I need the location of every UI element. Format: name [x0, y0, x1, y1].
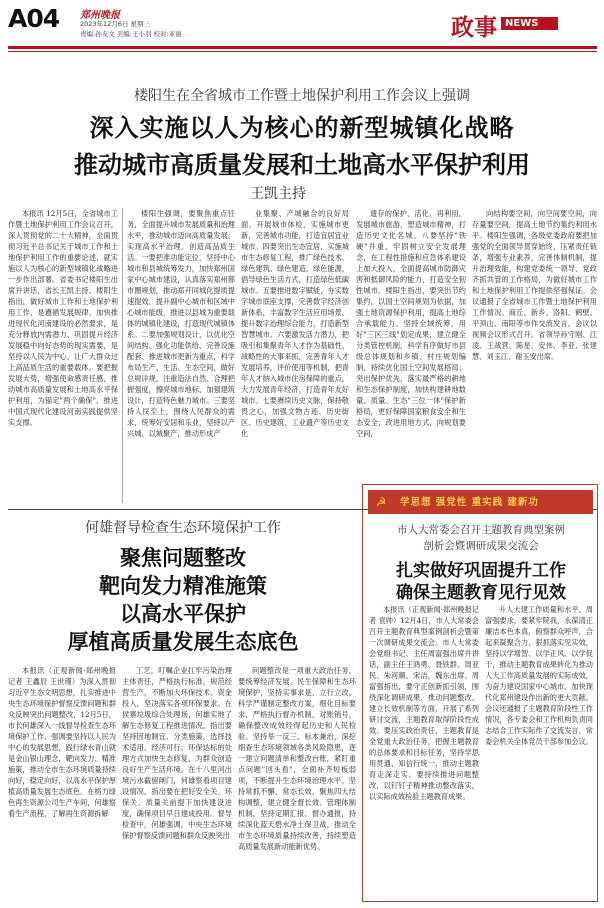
story3-headline-2: 确保主题教育见行见效: [396, 583, 566, 603]
story1-headline-2: 推动城市高质量发展和土地高水平保护利用: [74, 151, 530, 179]
story1-col-5: 向结构要空间，向空间要空间，向存量要空间，提高土地节约集约利用水平。楼阳生强调，各级党委政府要把加强党的全面领导贯穿始终，压紧责任链条，增强专业素养，完善体制机制，提升治理效能，构建党委统一领导、党政齐抓共管的工作格局，为做好城市工作和土地保护利用工作提供坚强保证。会议通报了全省城市工作暨土地保护利用工作情况。商丘、新乡、洛阳、鹤壁、平顶山、南阳等市作交流发言。会议以视频会议形式召开。省领导孙守刚、江凌、王战营、陈星、安伟、李亚、张建慧、刘玉江、谢玉安出席。: [472, 209, 597, 361]
section-title: 政事: [451, 15, 497, 41]
story2-headline-2: 靶向发力精准施策: [99, 574, 267, 598]
story1-col-2: 楼阳生强调，要聚焦重点任务，全面提升城市发展质量和治理水平，推动城市迈向高质量发展、实现高水平治理、创造高品质生活。一要把准功能定位，坚持中心城市和县城统筹发力，加快郑州国家中心城市建设，认真落实郑州都市圈规划，推动郑开同城化提质提速提效，提升副中心城市和区域中心城市能级，推进以县城为重要载体的城镇化建设，打造现代城镇体系。二要加强规划设计，以优化空间结构、强化功能供给、完善设施配套、推进城市更新为重点，科学布局生产、生活、生态空间，做好总规详规，注重造法自然、合理把握强度，擦亮城市地标，加强建筑设计，打造特色魅力城市。三要坚持人民至上，围绕人民群众的需求，统筹好安居和乐业，坚持以产兴城、以城聚产，推动形成产: [127, 209, 235, 438]
page-number: A04: [8, 4, 60, 33]
story3-kicker-2: 剖析会暨调研成果交流会: [423, 540, 539, 552]
story2-col-2: 工艺，叮嘱企业扛牢污染治理主体责任，严格执行标准，规范经营生产，不断加大环保技术、资金投入，坚决落实各项环保要求。在侯寨垃圾综合处理场，何雄实地了解生态修复工程推进情况，指出要坚持因地制宜、分类施策，选择技术适用、经济可行、环保达标的处理方式加快生态修复，为群众创造良好生产生活环境。在十八里河出境污水截留闸门，何雄察看项目建设情况，指出要在把好安全关、环保关、质量关前提下加快建设进度，确保项目早日建成投用。督导检查中，何雄强调，中央生态环境保护督察反馈问题和群众反映突出: [122, 666, 232, 840]
story3-headline-1: 扎实做好巩固提升工作: [396, 561, 566, 581]
story3-col-1: 本报讯（正观新闻·郑州晚报记者 袁帅）12月4日，市人大常委会召开主题教育典型案例剖析会暨第一次调研成果交流会。市人大常委会党组书记、主任周富强出席并讲话，副主任王鸿勇、聂铁群、周亚民、朱河顺、宋洁、魏东出席。周富强指出，要守正创新抓引领，围绕深化调研成果、推动问题整改、建立长效机制等方面，开展了系列研讨交流，主题教育取得阶段性成效。要压实政治责任，主题教育是全党重大政治任务，把握主题教育的总体要求和目标任务，坚持学思用贯通、知信行统一，推动主题教育走深走实。要持续推进问题整改，以钉钉子精神推动整改落实，以实际成效检验主题教育成果。: [369, 605, 479, 801]
story1-col-4: 遗存的保护、活化、再利用，发展城市旅游，塑造城市精神，打造历史文化名城。八要坚持"铁硬"并重，牢固树立安全发展理念，在工程性措施和应急体系建设上加大投入，全面提高城市防御灾害和抵御风险的能力，打造安全韧性城市。楼阳生指出，要突出节约集约，以国土空间规划为依据，加强土地资源保护利用，提高土地综合承载能力。坚持全域统筹，用好"三区三线"划定成果，建立健全分类管控机制，科学有序做好市县级总体规划和乡镇、村庄规划编制，持续优化国土空间发展格局；突出保护优先，落实最严格的耕地和生态保护制度，加快构建耕地数量、质量、生态"三位一体"保护新格局，更好保障国家粮食安全和生态安全；改进用地方式，向规划要空间，: [356, 209, 466, 438]
section-badge: NEWS: [501, 17, 558, 30]
story2-headline-4: 厚植高质量发展生态底色: [67, 630, 299, 654]
header-rule-thin: [8, 51, 597, 52]
story3-kicker-1: 市人大常委会召开主题教育典型案例: [397, 524, 565, 536]
date-line: 2023年12月6日 星期三: [80, 20, 151, 28]
column-rule: [122, 208, 123, 503]
story1-col-1: 本报讯 12月5日，全省城市工作暨土地保护利用工作会议召开，深入贯彻党的二十大精神，全面贯彻习近平总书记关于城市工作和土地保护利用工作的重要论述，就实施以人为核心的新型城镇化战略进一步作出部署。省委书记楼阳生出席并讲话，省长王凯主持。楼阳生指出，做好城市工作和土地保护利用工作，是遵循发展规律、加快推进现代化河南建设的必然要求，是充分释放内需潜力、巩固提升经济发展稳中向好态势的现实需要，是坚持以人民为中心、让广大群众过上高品质生活的重要载体。要把握发展大势，增强使命感责任感，推动城市高质量发展和土地高水平保护利用，为锚定"两个确保"、推进中国式现代化建设河南实践提供坚实支撑。: [8, 209, 118, 427]
story2-col-1: 本报讯（正观新闻·郑州晚报记者 王鑫辰 王世瑾）为深入贯彻习近平生态文明思想，扎实推进中央生态环境保护督察反馈问题和群众反映突出问题整改，12月5日，市长何雄深入一线督导检查生态环境保护工作，强调要坚持以人民为中心的发展思想，践行绿水青山就是金山银山理念，靶向发力、精准施策，推动全市生态环境质量持续向好，稳定向好，以高水平保护厚植高质量发展生态底色。在格力绿色再生资源公司生产车间，何雄察看生产流程，了解再生资源拆解: [8, 666, 116, 818]
paper-logo: 郑州晚报: [80, 10, 120, 21]
story1-headline-1: 深入实施以人为核心的新型城镇化战略: [89, 114, 515, 142]
header-rule: [8, 46, 597, 49]
party-emblem-icon: ☭: [375, 495, 387, 509]
editors-line: 责编:孙友文 美编:王小羽 校对:亚丽: [80, 30, 182, 38]
story1-presider: 王凯主持: [250, 186, 306, 202]
story1-col-3: 业集聚、产城融合的良好局面，开展城市体检，实施城市更新，完善城市功能，打造宜居宜业城市。四要突出生态宜居，实施城市生态修复工程，推广绿色技术、绿色建筑、绿色建造、绿色能源，倡导绿色生活方式，打造绿色低碳城市。五要推进数字赋能，夯实数字城市底座支撑，完善数字经济创新体系，丰富数字生活应用场景，提升数字治理综合能力，打造新型智慧城市。六要激发活力潜力，把吸引和集聚青年人才作为基础性、战略性的大事来抓，完善青年人才发展培养、评价使用等机制，把青年人才纳入城市住房保障的重点，大力发展青年经济，打造青年友好城市。七要赓续历史文脉，保持敬畏之心，加强文物古迹、历史街区、历史建筑、工业遗产等历史文化: [241, 209, 349, 438]
story3-col-2: 升人大建工作质量和水平。周富强要求，要紧牢院我，永葆清正廉洁本色本真，俯察群众呼声，合起来凝聚合力，狠抓落实见实效，坚持以学增智、以学正风、以学促干，推动主题教育成果转化为推动人大工作高质量发展的实际成效，为奋力建设国家中心城市、加快现代化郑州建设作出新的更大贡献。会议还通报了主题教育阶段性工作情况，各专委会和工作机构负责同志结合工作实际作了交流发言，常委会机关全体党员干部参加会议。: [485, 605, 593, 746]
story2-headline-1: 聚焦问题整改: [120, 546, 246, 570]
story2-col-3: 问题整改是一项重大政治任务，要统筹经济发展、民生保障和生态环境保护，坚持实事求是、立行立改，科学严谨制定整改方案，细化目标要求，严格执行督办机制，对账销号，确保整改成效经得起历史和人民检验。坚持举一反三、标本兼治，深挖细查生态环境领域各类风险隐患，逐一建立问题清单和整改台账，紧盯重点问题"回头看"，全面补齐短板弱项，不断提升生态环境治理水平。坚持常抓不懈、常态长效，聚焦四大结构调整，建立健全督长效、管理体制机制，坚持定期汇报、督办通报，持续深化蓝天碧水净土保卫战，推动全市生态环境质量持续改善，持续塑造高质量发展新动能新优势。: [238, 666, 356, 851]
story2-kicker: 何雄督导检查生态环境保护工作: [85, 520, 281, 536]
story1-kicker: 楼阳生在全省城市工作暨土地保护利用工作会议上强调: [134, 88, 470, 104]
story3-banner-text: 学思想 强党性 重实践 建新功: [400, 497, 539, 508]
story2-headline-3: 以高水平保护: [120, 602, 246, 626]
